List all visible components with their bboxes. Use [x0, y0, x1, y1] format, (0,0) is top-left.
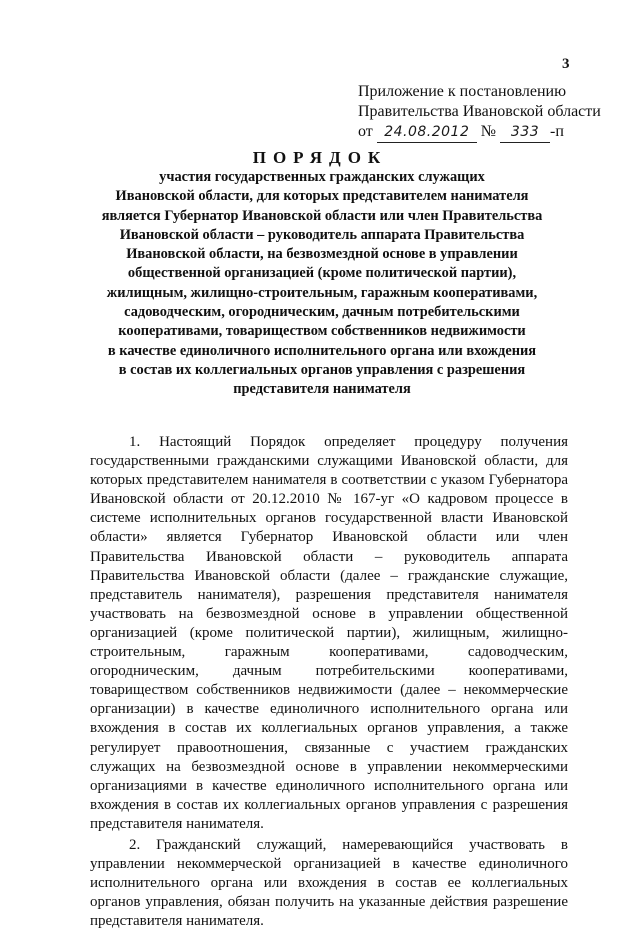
- subtitle-line: Ивановской области, для которых представителем нанимателя: [115, 188, 529, 205]
- subtitle-line: общественной организацией (кроме политической партии),: [127, 265, 517, 282]
- subtitle-line: садоводческим, огородническим, дачным потребительскими: [124, 304, 520, 321]
- document-body: [90, 433, 568, 931]
- paragraph-1: 1. Настоящий Порядок определяет процедуру получения государственными гражданскими служащими Ивановской области, для которых представителем нанимателя в соответствии с указом Губернатора Ивановской области от 20.12.2010 № 167-уг «О кадровом процессе в системе исполнительных органов государственной власти Ивановской области» является Губернатор Ивановской области или член Правительства Ивановской области – руководитель аппарата Правительства Ивановской области (далее – гражданские служащие, представитель нанимателя), разрешения представителя нанимателя участвовать на безвозмездной основе в управлении общественной организацией (кроме политической партии), жилищным, жилищно-строительным, гаражным кооперативами, садоводческим, огородническим, дачным потребительскими кооперативами, товариществом собственников недвижимости (далее – некоммерческие организации) в качестве единоличного исполнительного органа или вхождения в состав их коллегиальных органов управления, а также регулирует правоотношения, связанные с участием гражданских служащих на безвозмездной основе в управлении некоммерческими организациями в качестве единоличного исполнительного органа или вхождения в состав их коллегиальных органов управления с разрешения представителя нанимателя.: [90, 434, 568, 832]
- appendix-date-line: [358, 122, 588, 143]
- subtitle-line: кооперативами, товариществом собственников недвижимости: [118, 323, 526, 340]
- paragraph-2: 2. Гражданский служащий, намеревающийся участвовать в управлении некоммерческой организацией в качестве единоличного исполнительного органа или вхождения в состав ее коллегиальных органов управления, обязан получить на указанные действия разрешение представителя нанимателя.: [90, 836, 568, 930]
- subtitle-line: Ивановской области – руководитель аппарата Правительства: [119, 226, 525, 243]
- subtitle-line: является Губернатор Ивановской области или член Правительства: [101, 207, 543, 224]
- document-subtitle: [92, 168, 552, 400]
- appendix-number-label: №: [480, 123, 497, 140]
- subtitle-line: жилищным, жилищно-строительным, гаражным кооперативами,: [106, 284, 538, 301]
- appendix-suffix: -п: [550, 123, 564, 140]
- appendix-from-label: от: [358, 123, 373, 140]
- subtitle-line: в состав их коллегиальных органов управления с разрешения: [118, 361, 526, 378]
- page-number: 3: [562, 56, 570, 72]
- appendix-line-2: Правительства Ивановской области: [358, 103, 601, 120]
- document-title: ПОРЯДОК: [252, 148, 388, 167]
- appendix-date-handwritten: 24.08.2012: [377, 122, 477, 143]
- appendix-number-handwritten: 333: [500, 122, 550, 143]
- appendix-line-1: Приложение к постановлению: [358, 83, 567, 100]
- subtitle-line: Ивановской области, на безвозмездной основе в управлении: [126, 246, 518, 263]
- subtitle-line: представителя нанимателя: [233, 381, 411, 398]
- appendix-header: [358, 82, 601, 143]
- subtitle-line: участия государственных гражданских служащих: [159, 169, 485, 185]
- subtitle-line: в качестве единоличного исполнительного органа или вхождения: [107, 342, 537, 359]
